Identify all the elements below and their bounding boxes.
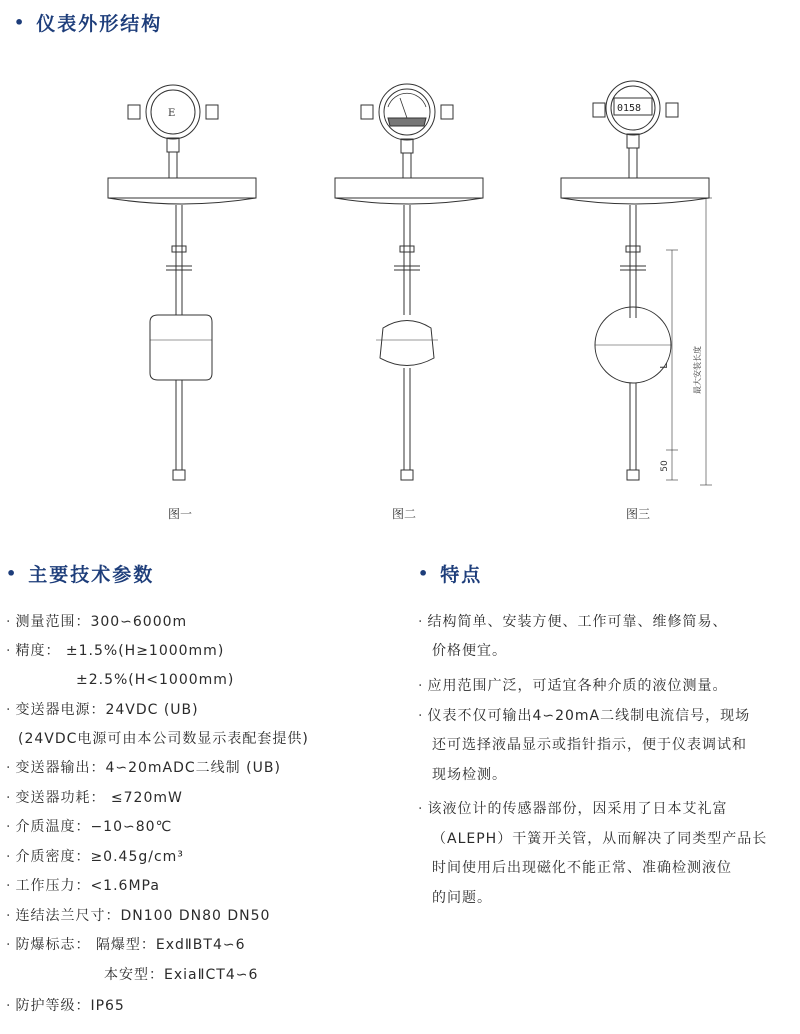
feature-item <box>432 858 732 878</box>
spec-text: 防爆标志： 隔爆型：ExdⅡBT4∽6 <box>15 937 246 953</box>
feature-text: 价格便宜。 <box>432 643 507 659</box>
feature-text: 的问题。 <box>432 890 492 906</box>
spec-text: 介质密度：≥0.45g/cm³ <box>15 849 184 865</box>
spec-item: · 变送器电源：24VDC (UB) <box>6 702 199 718</box>
feature-item <box>432 829 767 849</box>
feature-text: 时间使用后出现磁化不能正常、准确检测液位 <box>432 860 732 876</box>
feature-item: · 仪表不仅可输出4∽20mA二线制电流信号，现场 <box>418 708 751 724</box>
spec-text: 连结法兰尺寸：DN100 DN80 DN50 <box>15 908 271 924</box>
dim-total-length-label: 最大安装长度 <box>693 346 702 394</box>
feature-text: 结构简单、安装方便、工作可靠、维修简易、 <box>427 614 728 630</box>
spec-item: · 精度： ±1.5%(H≥1000mm) <box>6 643 225 659</box>
feature-text: 还可选择液晶显示或指针指示，便于仪表调试和 <box>432 737 747 753</box>
spec-text: 工作压力：<1.6MPa <box>15 878 160 894</box>
figure-1-drawing <box>108 85 256 480</box>
feature-item: · 结构简单、安装方便、工作可靠、维修简易、 <box>418 614 728 630</box>
spec-item: · 变送器输出：4∽20mADC二线制 (UB) <box>6 760 281 776</box>
spec-text: 测量范围：300∽6000m <box>15 614 188 630</box>
spec-text: 防护等级：IP65 <box>15 998 125 1014</box>
spec-item: · 防护等级：IP65 <box>6 998 125 1014</box>
spec-item: · 测量范围：300∽6000m <box>6 614 188 630</box>
feature-item <box>432 641 507 661</box>
section-title: 仪表外形结构 <box>36 13 163 35</box>
section-title: 特点 <box>440 564 483 586</box>
instrument-drawings <box>0 70 800 500</box>
spec-text: ±2.5%(H<1000mm) <box>76 672 235 688</box>
dim-50-label: 50 <box>660 460 670 472</box>
heading-bullet: • <box>6 564 19 583</box>
spec-item: · 连结法兰尺寸：DN100 DN80 DN50 <box>6 908 271 924</box>
section-heading-specs <box>6 560 154 587</box>
figure-3-drawing <box>561 81 712 485</box>
feature-item <box>432 888 492 908</box>
spec-item <box>104 965 258 985</box>
spec-item <box>18 729 309 749</box>
caption-figure-2: 图二 <box>392 507 417 521</box>
spec-text: 变送器输出：4∽20mADC二线制 (UB) <box>15 760 281 776</box>
counter-display: 0158 <box>617 103 642 114</box>
feature-text: 现场检测。 <box>432 767 507 783</box>
feature-text: 应用范围广泛，可适宜各种介质的液位测量。 <box>427 678 728 694</box>
feature-text: （ALEPH）干簧开关管，从而解决了同类型产品长 <box>432 831 768 847</box>
heading-bullet: • <box>14 13 27 32</box>
section-heading-features <box>418 560 482 587</box>
dim-l-label: L <box>659 363 670 369</box>
feature-text: 仪表不仅可输出4∽20mA二线制电流信号，现场 <box>427 708 751 724</box>
spec-item: · 变送器功耗： ≤720mW <box>6 790 183 806</box>
heading-bullet: • <box>418 564 431 583</box>
head-label-e: E <box>168 108 176 119</box>
spec-item: · 介质密度：≥0.45g/cm³ <box>6 849 184 865</box>
feature-text: 该液位计的传感器部份，因采用了日本艾礼富 <box>427 801 728 817</box>
spec-item <box>76 670 234 690</box>
spec-item: · 防爆标志： 隔爆型：ExdⅡBT4∽6 <box>6 937 246 953</box>
spec-text: (24VDC电源可由本公司数显示表配套提供) <box>18 731 309 747</box>
feature-item <box>432 765 507 785</box>
feature-item: · 该液位计的传感器部份，因采用了日本艾礼富 <box>418 801 728 817</box>
spec-text: 精度： ±1.5%(H≥1000mm) <box>15 643 225 659</box>
spec-item: · 介质温度：−10∽80℃ <box>6 819 173 835</box>
spec-text: 变送器功耗： ≤720mW <box>15 790 183 806</box>
feature-item <box>432 735 747 755</box>
feature-item: · 应用范围广泛，可适宜各种介质的液位测量。 <box>418 678 728 694</box>
section-title: 主要技术参数 <box>28 564 155 586</box>
section-heading-structure <box>14 9 162 36</box>
spec-item: · 工作压力：<1.6MPa <box>6 878 160 894</box>
spec-text: 介质温度：−10∽80℃ <box>15 819 173 835</box>
caption-figure-1: 图一 <box>168 507 193 521</box>
spec-text: 本安型：ExiaⅡCT4∽6 <box>104 967 259 983</box>
caption-figure-3: 图三 <box>626 507 651 521</box>
figure-2-drawing <box>335 84 483 480</box>
spec-text: 变送器电源：24VDC (UB) <box>15 702 199 718</box>
